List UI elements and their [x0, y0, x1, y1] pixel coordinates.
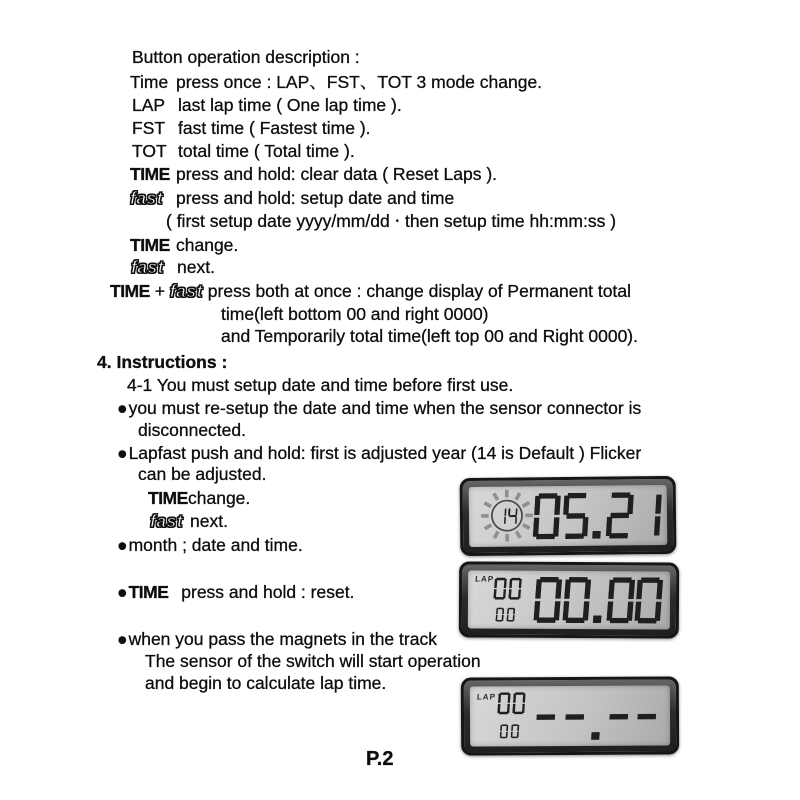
- lcd-lap-count-top: [494, 578, 522, 600]
- fast-logo: fast: [131, 257, 165, 277]
- line-tot: [132, 141, 355, 162]
- magnets1-text: when you pass the magnets in the track: [128, 629, 437, 649]
- lapfast-text: Lapfast push and hold: first is adjusted year (14 is Default ) Flicker: [128, 443, 642, 463]
- lap-mode-label: LAP: [132, 95, 166, 115]
- button-section-heading: Button operation description :: [132, 47, 360, 67]
- fast-hold-text: press and hold: setup date and time: [176, 188, 455, 208]
- time-logo: TIME: [128, 582, 169, 602]
- line-fast-hold: [130, 188, 454, 209]
- page-number: P.2: [366, 748, 394, 770]
- time-mode-text: press once : LAP、FST、TOT 3 mode change.: [176, 72, 543, 92]
- line-instr-time-change: [148, 488, 250, 509]
- line-instr-fast-next: [150, 511, 228, 532]
- fast-next-text: next.: [177, 257, 215, 277]
- line-lap: [132, 95, 402, 116]
- lcd-lap-count-bottom: [500, 724, 519, 738]
- line-lapfast: [117, 443, 641, 464]
- year-flicker-indicator: [479, 487, 536, 544]
- line-magnets3: and begin to calculate lap time.: [145, 673, 387, 693]
- line-both-buttons: [110, 281, 631, 302]
- bullet-icon: ●: [117, 629, 128, 649]
- lcd-display-lap-dash: [461, 676, 679, 755]
- line-resetup-cont: disconnected.: [138, 420, 246, 440]
- lcd-lap-count-bottom: [496, 608, 515, 622]
- instr-time-change-text: change.: [188, 488, 251, 508]
- lcd-screen: [469, 485, 668, 547]
- plus-sign: +: [154, 281, 165, 301]
- line-time-hold: [130, 164, 497, 185]
- time-logo: TIME: [130, 164, 170, 184]
- both-buttons-text: press both at once : change display of Permanent total: [207, 281, 631, 301]
- line-time-change: [130, 235, 238, 256]
- time-change-text: change.: [176, 235, 239, 255]
- bullet-icon: ●: [117, 582, 128, 602]
- line-reset: [117, 582, 354, 603]
- line-4-1: 4-1 You must setup date and time before first use.: [127, 375, 514, 395]
- line-lapfast-cont: can be adjusted.: [138, 464, 267, 484]
- line-fast-next: [131, 257, 215, 278]
- lap-mode-text: last lap time ( One lap time ).: [178, 95, 402, 115]
- fast-logo: fast: [130, 188, 164, 208]
- bullet-icon: ●: [117, 398, 128, 418]
- instr-fast-next-text: next.: [190, 511, 228, 531]
- fst-mode-text: fast time ( Fastest time ).: [178, 118, 371, 138]
- lcd-screen: [470, 685, 670, 746]
- tot-mode-label: TOT: [132, 141, 167, 161]
- bullet-icon: ●: [117, 443, 128, 463]
- fast-logo: fast: [169, 281, 203, 301]
- lcd-display-lap-zero: [459, 561, 679, 638]
- time-logo: TIME: [148, 488, 188, 508]
- lcd-display-date-setup: [460, 476, 677, 556]
- time-logo: TIME: [110, 281, 150, 301]
- line-fst: [132, 118, 371, 139]
- instructions-heading: 4. Instructions :: [97, 352, 228, 372]
- lap-indicator-label: LAP: [474, 574, 495, 584]
- line-both-cont2: and Temporarily total time(left top 00 and Right 0000).: [221, 326, 638, 346]
- lap-indicator-label: LAP: [476, 692, 497, 702]
- time-logo: TIME: [130, 235, 170, 255]
- line-time-mode: [130, 72, 542, 93]
- lcd-dash-digits: [533, 694, 660, 741]
- line-magnets1: [117, 629, 437, 650]
- reset-text: press and hold : reset.: [181, 582, 355, 602]
- fast-logo: fast: [150, 511, 184, 531]
- fst-mode-label: FST: [132, 118, 166, 138]
- lcd-screen: [468, 570, 670, 629]
- lcd-lap-count-top: [498, 692, 526, 714]
- line-magnets2: The sensor of the switch will start operation: [145, 651, 481, 671]
- tot-mode-text: total time ( Total time ).: [178, 141, 355, 161]
- line-both-cont1: time(left bottom 00 and right 0000): [221, 304, 489, 324]
- line-resetup: [117, 398, 641, 419]
- line-month: [117, 535, 303, 556]
- lcd-time-digits: [535, 577, 662, 624]
- month-text: month ; date and time.: [128, 535, 303, 555]
- time-button-label: Time: [130, 72, 169, 92]
- lcd-date-digits: [534, 492, 661, 539]
- time-hold-text: press and hold: clear data ( Reset Laps ).: [176, 164, 498, 184]
- resetup-text: you must re-setup the date and time when the sensor connector is: [128, 398, 642, 418]
- bullet-icon: ●: [117, 535, 128, 555]
- line-fast-hold-cont: ( first setup date yyyy/mm/dd ‧ then setup time hh:mm:ss ): [166, 211, 617, 231]
